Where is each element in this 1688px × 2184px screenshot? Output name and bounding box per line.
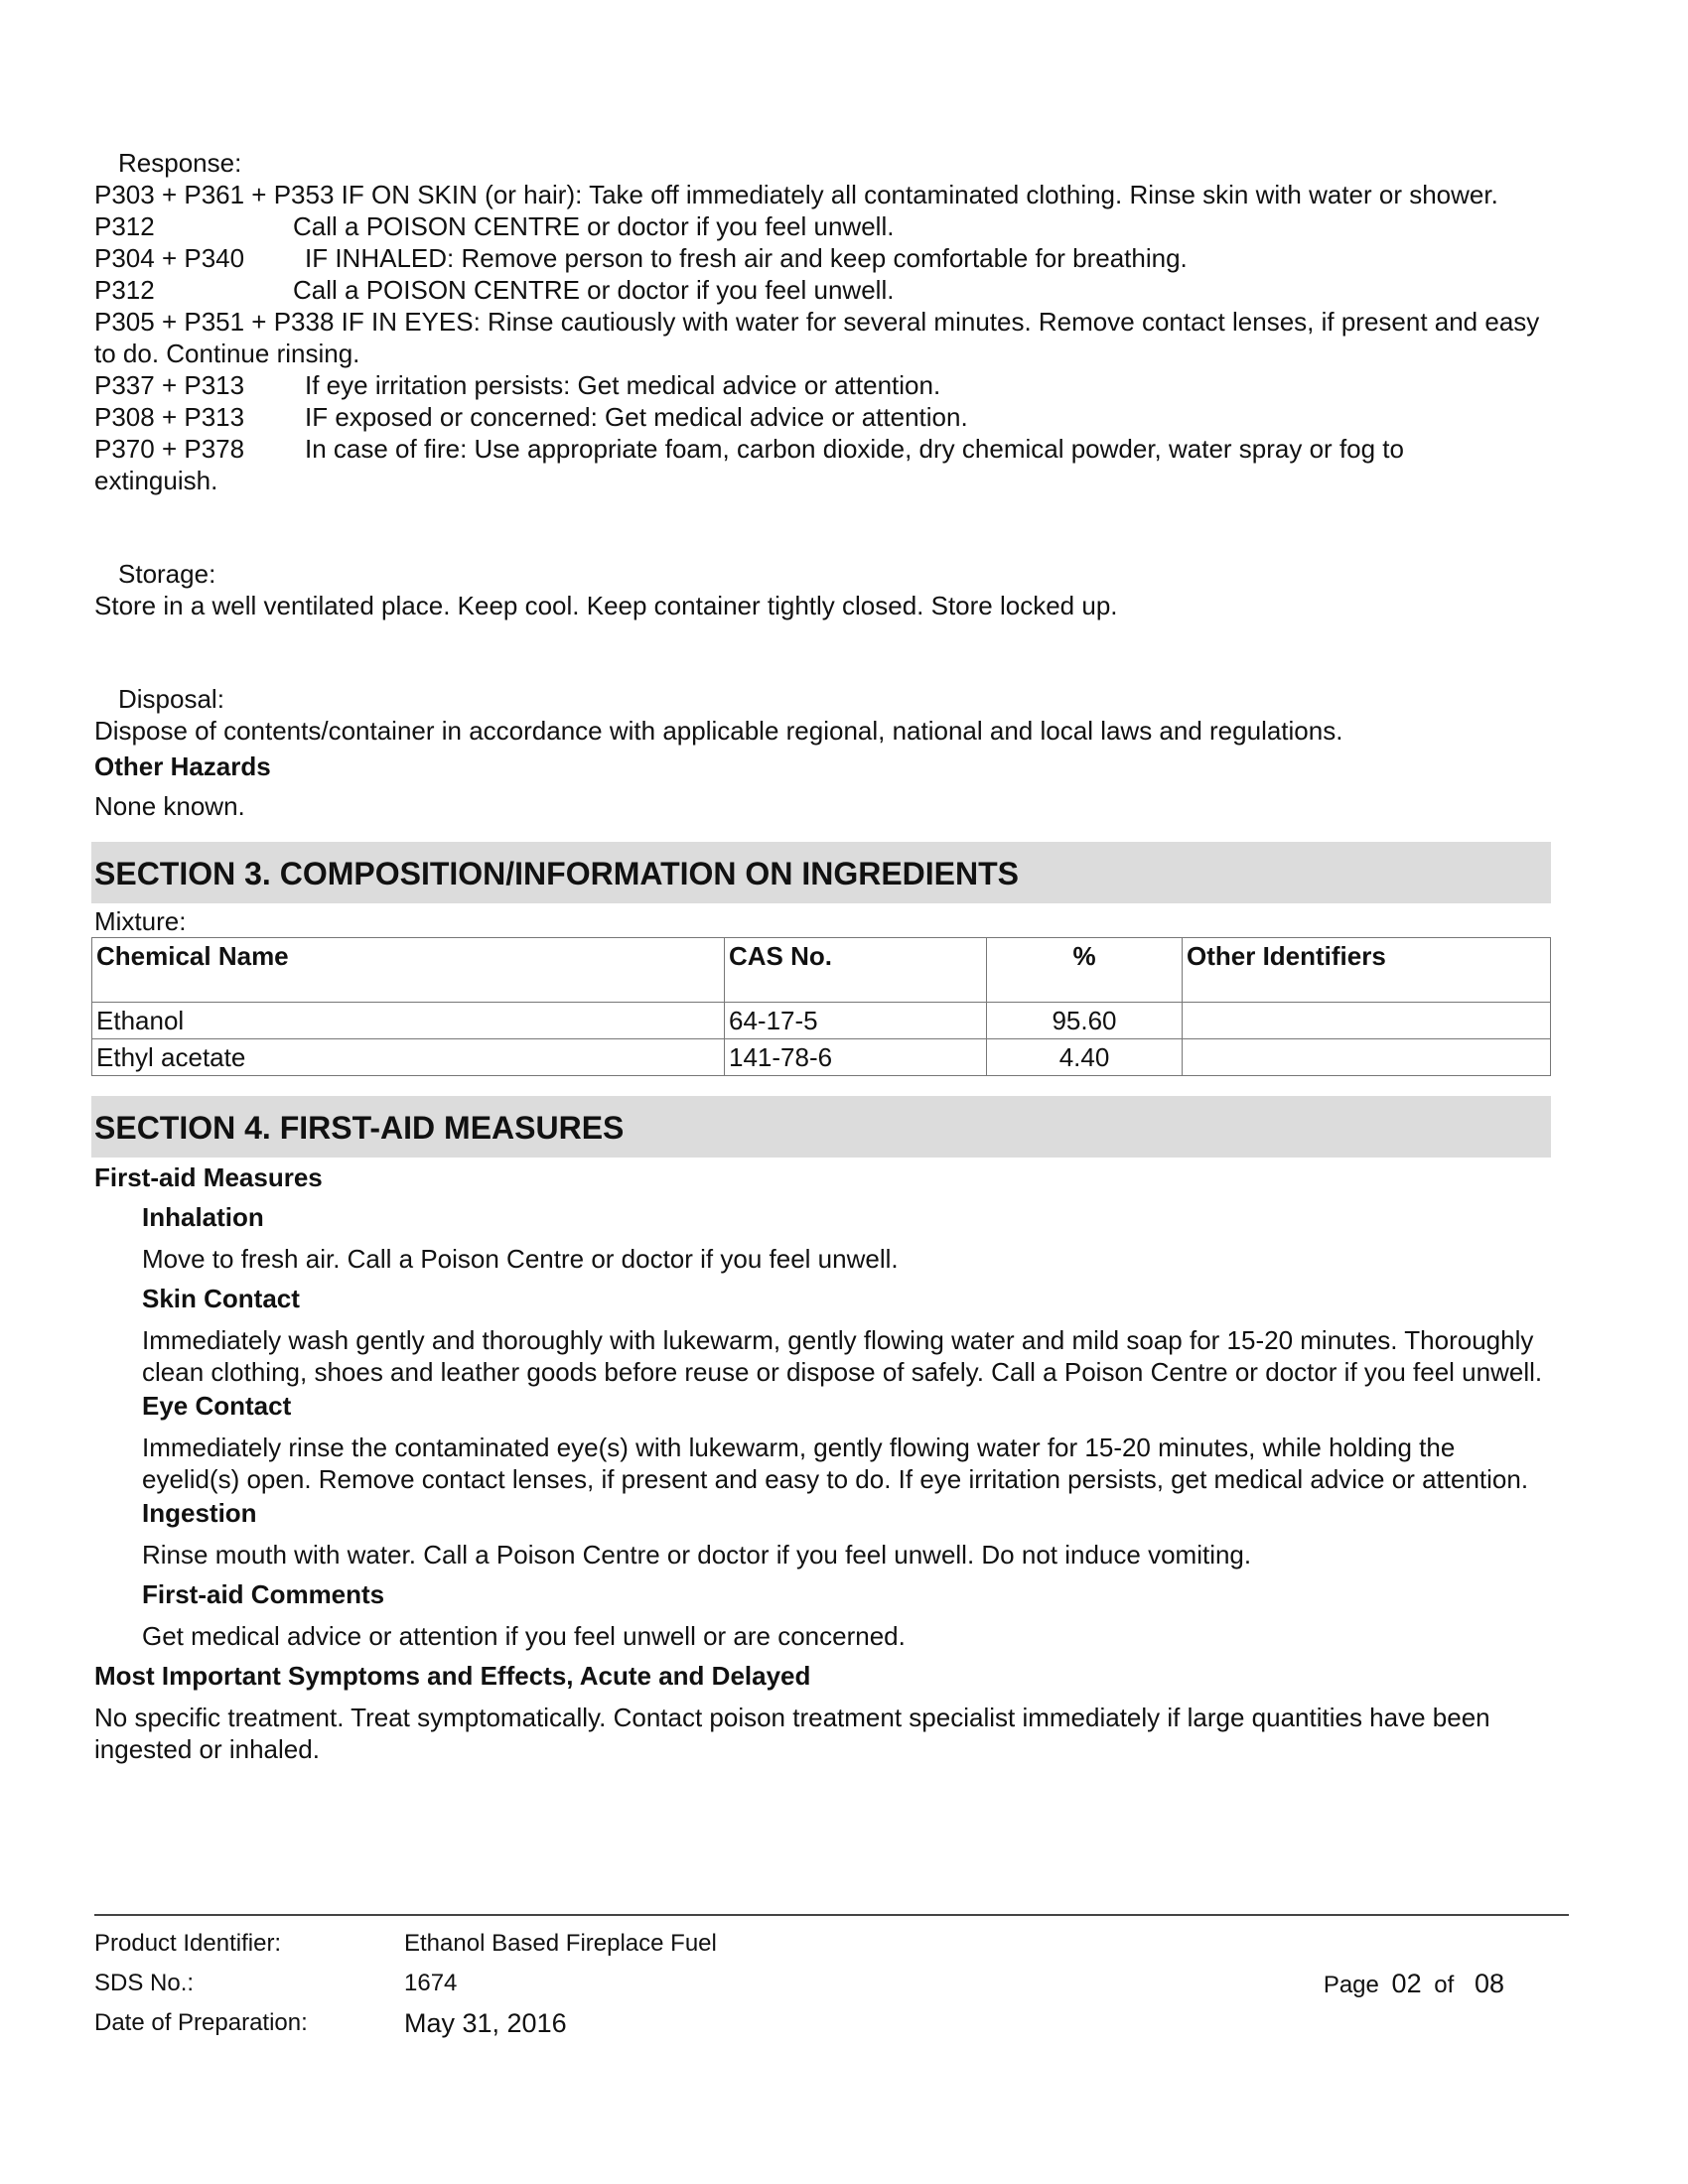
symptoms-heading: Most Important Symptoms and Effects, Acute and Delayed xyxy=(94,1661,811,1691)
table-row xyxy=(92,1003,1551,1039)
footer-sds-row xyxy=(94,1964,1504,2003)
column-header: Chemical Name xyxy=(92,938,725,1003)
first-aid-comments-text: Get medical advice or attention if you feel unwell or are concerned. xyxy=(142,1621,906,1651)
symptoms-text: No specific treatment. Treat symptomatically. Contact poison treatment specialist immediately if large quantities have been ingested or inhaled. xyxy=(94,1703,1497,1764)
cas-cell: 141-78-6 xyxy=(725,1039,987,1076)
section-4-title: SECTION 4. FIRST-AID MEASURES xyxy=(91,1096,1551,1158)
storage-heading: Storage: xyxy=(118,559,216,589)
response-intro: P303 + P361 + P353 IF ON SKIN (or hair): Take off immediately all contaminated clothing. Rinse skin with water or shower. xyxy=(94,180,1498,209)
precaution-code: P370 + P378 xyxy=(94,434,245,464)
inhalation-text: Move to fresh air. Call a Poison Centre or doctor if you feel unwell. xyxy=(142,1244,899,1274)
response-tail: extinguish. xyxy=(94,466,218,495)
first-aid-subtitle: First-aid Measures xyxy=(94,1162,323,1192)
eye-contact-text: Immediately rinse the contaminated eye(s) with lukewarm, gently flowing water for 15-20 minutes, while holding the eyelid(s) open. Remove contact lenses, if present and easy to do. If eye irritation persists, get medical advice or attention. xyxy=(142,1433,1529,1494)
ingestion-heading: Ingestion xyxy=(142,1498,257,1528)
precaution-row xyxy=(94,274,1549,306)
precaution-text: IF INHALED: Remove person to fresh air and keep comfortable for breathing. xyxy=(305,243,1188,273)
precaution-code: P312 xyxy=(94,275,155,305)
column-header: Other Identifiers xyxy=(1183,938,1551,1003)
other-identifiers-cell xyxy=(1183,1039,1551,1076)
precaution-code: P308 + P313 xyxy=(94,402,245,432)
disposal-text: Dispose of contents/container in accordance with applicable regional, national and local laws and regulations. xyxy=(94,716,1343,746)
skin-contact-heading: Skin Contact xyxy=(142,1284,300,1313)
page-of: of xyxy=(1434,1972,1455,1998)
footer-date-row xyxy=(94,2003,1504,2043)
cas-cell: 64-17-5 xyxy=(725,1003,987,1039)
page-footer xyxy=(94,1924,1504,2043)
other-hazards-text: None known. xyxy=(94,791,245,821)
chemical-name-cell: Ethyl acetate xyxy=(92,1039,725,1076)
page-number xyxy=(1324,1964,1504,2005)
precaution-row xyxy=(94,242,1549,274)
other-hazards-heading: Other Hazards xyxy=(94,751,271,781)
table-header-row xyxy=(92,938,1551,1003)
precaution-row xyxy=(94,401,1549,433)
response-eyes: P305 + P351 + P338 IF IN EYES: Rinse cautiously with water for several minutes. Remove contact lenses, if present and easy to do. Continue rinsing. xyxy=(94,307,1547,368)
first-aid-comments-heading: First-aid Comments xyxy=(142,1579,385,1609)
section-3-title: SECTION 3. COMPOSITION/INFORMATION ON INGREDIENTS xyxy=(91,842,1551,903)
document-body xyxy=(94,147,1549,1765)
date-of-preparation-label: Date of Preparation: xyxy=(94,2009,308,2036)
page-total: 08 xyxy=(1474,1969,1504,1998)
precaution-row xyxy=(94,433,1549,465)
sds-number-value: 1674 xyxy=(404,1970,458,1996)
product-identifier-value: Ethanol Based Fireplace Fuel xyxy=(404,1930,717,1957)
sds-number-label: SDS No.: xyxy=(94,1970,195,1996)
precaution-code: P304 + P340 xyxy=(94,243,245,273)
disposal-heading: Disposal: xyxy=(118,684,224,714)
mixture-label: Mixture: xyxy=(94,906,187,936)
precaution-text: In case of fire: Use appropriate foam, carbon dioxide, dry chemical powder, water spray or fog to xyxy=(305,434,1404,464)
footer-product-row xyxy=(94,1924,1504,1964)
page-word: Page xyxy=(1323,1972,1379,1998)
column-header: % xyxy=(987,938,1183,1003)
response-heading: Response: xyxy=(118,148,242,178)
storage-text: Store in a well ventilated place. Keep cool. Keep container tightly closed. Store locked up. xyxy=(94,591,1118,620)
precaution-code: P312 xyxy=(94,211,155,241)
precaution-row xyxy=(94,210,1549,242)
precaution-text: Call a POISON CENTRE or doctor if you feel unwell. xyxy=(293,275,895,305)
footer-divider xyxy=(94,1914,1569,1916)
table-row xyxy=(92,1039,1551,1076)
precaution-text: Call a POISON CENTRE or doctor if you feel unwell. xyxy=(293,211,895,241)
precaution-text: IF exposed or concerned: Get medical advice or attention. xyxy=(305,402,968,432)
other-identifiers-cell xyxy=(1183,1003,1551,1039)
page-current: 02 xyxy=(1391,1969,1422,1998)
date-of-preparation-value: May 31, 2016 xyxy=(404,2008,567,2038)
percent-cell: 4.40 xyxy=(987,1039,1183,1076)
column-header: CAS No. xyxy=(725,938,987,1003)
precaution-text: If eye irritation persists: Get medical advice or attention. xyxy=(305,370,941,400)
composition-table xyxy=(91,937,1551,1076)
chemical-name-cell: Ethanol xyxy=(92,1003,725,1039)
ingestion-text: Rinse mouth with water. Call a Poison Centre or doctor if you feel unwell. Do not induce vomiting. xyxy=(142,1540,1252,1570)
skin-contact-text: Immediately wash gently and thoroughly with lukewarm, gently flowing water and mild soap for 15-20 minutes. Thoroughly clean clothing, shoes and leather goods before reuse or dispose of safely. Call a Poison Centre or doctor if you feel unwell. xyxy=(142,1325,1543,1387)
product-identifier-label: Product Identifier: xyxy=(94,1930,282,1957)
precaution-row xyxy=(94,369,1549,401)
percent-cell: 95.60 xyxy=(987,1003,1183,1039)
eye-contact-heading: Eye Contact xyxy=(142,1391,292,1421)
precaution-code: P337 + P313 xyxy=(94,370,245,400)
inhalation-heading: Inhalation xyxy=(142,1202,264,1232)
